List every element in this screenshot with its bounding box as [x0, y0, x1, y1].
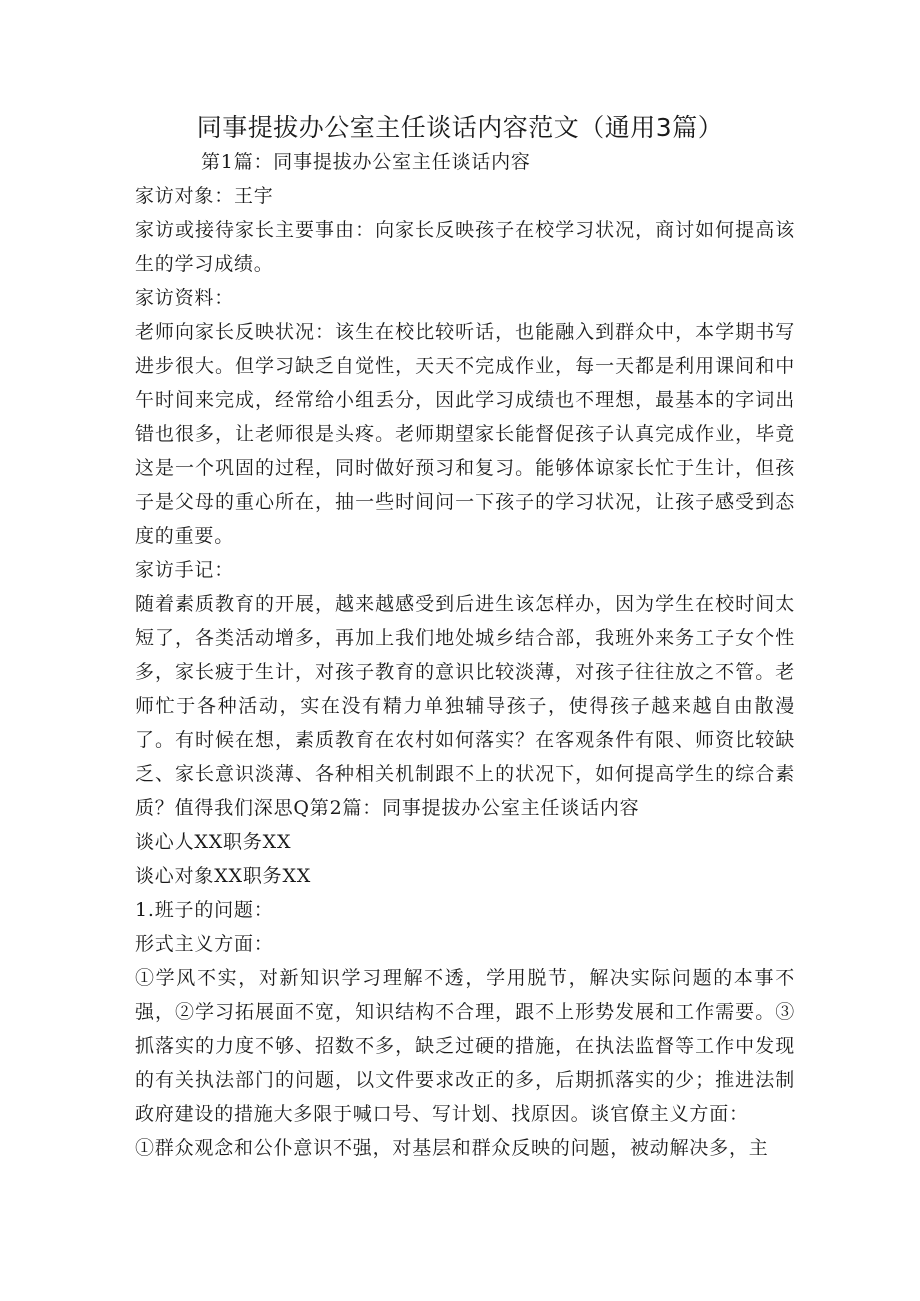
paragraph-bureaucracy-details: ①群众观念和公仆意识不强，对基层和群众反映的问题，被动解决多，主: [135, 1137, 769, 1159]
paragraph-formalism-heading: 形式主义方面：: [135, 933, 274, 955]
paragraph-team-issues: 1.班子的问题：: [135, 899, 274, 921]
paragraph-visit-target: 家访对象：王宇: [135, 185, 274, 207]
section-heading-1: 第1篇：同事提拔办公室主任谈话内容: [201, 151, 531, 173]
paragraph-talker: 谈心人XX职务XX: [135, 831, 292, 853]
paragraph-talk-target: 谈心对象XX职务XX: [135, 865, 312, 887]
paragraph-visit-notes-heading: 家访手记：: [135, 559, 235, 581]
paragraph-visit-notes: 随着素质教育的开展，越来越感受到后进生该怎样办，因为学生在校时间太短了，各类活动增多，再加上我们地处城乡结合部，我班外来务工子女个性多，家长疲于生计，对孩子教育的意识比较淡薄，对孩子往往放之不管。老师忙于各种活动，实在没有精力单独辅导孩子，使得孩子越来越自由散漫了。有时候在想，素质教育在农村如何落实？在客观条件有限、师资比较缺乏、家长意识淡薄、各种相关机制跟不上的状况下，如何提高学生的综合素质？值得我们深思Q第2篇：同事提拔办公室主任谈话内容: [135, 593, 795, 819]
paragraph-visit-materials-heading: 家访资料：: [135, 287, 235, 309]
paragraph-formalism-details: ①学风不实，对新知识学习理解不透，学用脱节，解决实际问题的本事不强，②学习拓展面不宽，知识结构不合理，跟不上形势发展和工作需要。③抓落实的力度不够、招数不多，缺乏过硬的措施，在执法监督等工作中发现的有关执法部门的问题，以文件要求改正的多，后期抓落实的少；推进法制政府建设的措施大多限于喊口号、写计划、找原因。谈官僚主义方面：: [135, 967, 795, 1125]
paragraph-visit-reason: 家访或接待家长主要事由：向家长反映孩子在校学习状况，商讨如何提高该生的学习成绩。: [135, 219, 795, 275]
document-body: [135, 145, 795, 1165]
document-title: 同事提拔办公室主任谈话内容范文（通用3篇）: [196, 113, 724, 142]
paragraph-teacher-report: 老师向家长反映状况：该生在校比较听话，也能融入到群众中，本学期书写进步很大。但学习缺乏自觉性，天天不完成作业，每一天都是利用课间和中午时间来完成，经常给小组丢分，因此学习成绩也不理想，最基本的字词出错也很多，让老师很是头疼。老师期望家长能督促孩子认真完成作业，毕竟这是一个巩固的过程，同时做好预习和复习。能够体谅家长忙于生计，但孩子是父母的重心所在，抽一些时间问一下孩子的学习状况，让孩子感受到态度的重要。: [135, 321, 795, 547]
